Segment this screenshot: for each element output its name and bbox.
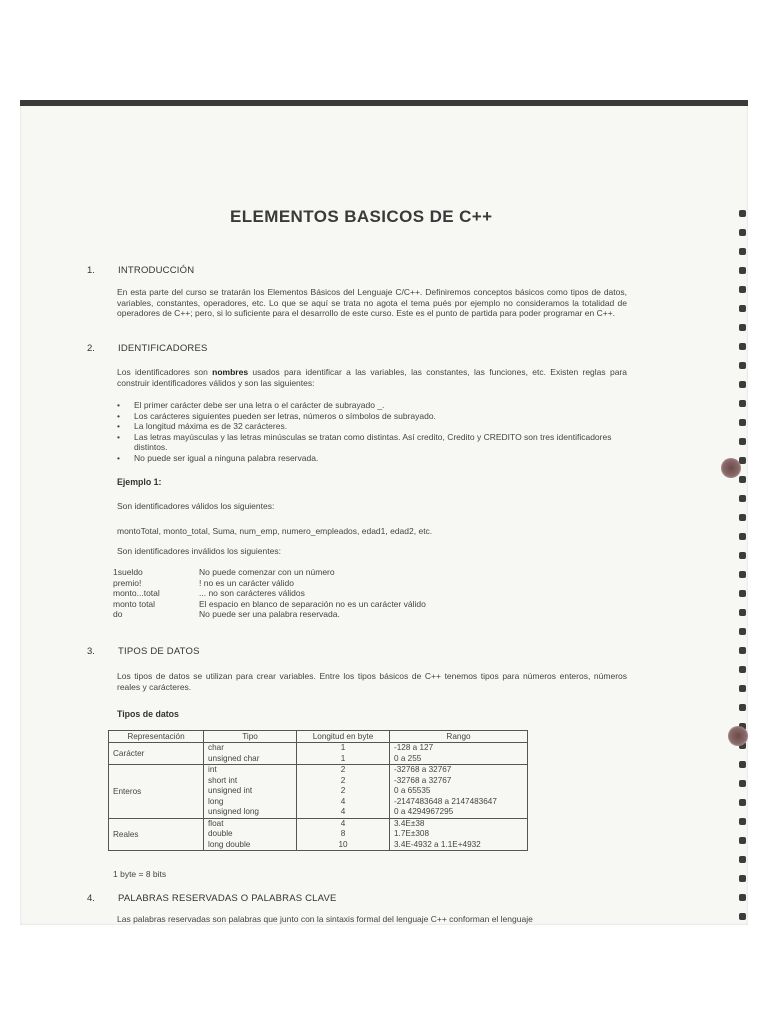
range-value: -32768 a 32767 [394,765,452,774]
data-types-table [108,730,528,851]
spiral-ring [739,666,746,673]
section-number: 3. [87,646,95,657]
section-number: 2. [87,343,95,354]
type-cell [204,765,297,819]
type-value: unsigned int [208,786,253,795]
column-header: Tipo [204,731,297,743]
spiral-ring [739,856,746,863]
range-value: 0 a 255 [394,753,422,763]
type-value: int [208,765,217,774]
valid-list: montoTotal, monto_total, Suma, num_emp, numero_empleados, edad1, edad2, etc. [117,526,433,536]
section-title-palabras-reservadas: PALABRAS RESERVADAS O PALABRAS CLAVE [118,893,337,904]
spiral-binding [734,210,748,925]
tipos-paragraph: Los tipos de datos se utilizan para crear variables. Entre los tipos básicos de C++ tenemos tipos para números enteros, números reales y carácteres. [117,671,627,692]
list-item: • La longitud máxima es de 32 carácteres. [117,421,637,432]
len-value: 8 [340,829,346,838]
range-value: -128 a 127 [394,743,434,752]
representation-cell: Carácter [109,743,204,765]
spiral-ring [739,837,746,844]
palabras-paragraph: Las palabras reservadas son palabras que junto con la sintaxis formal del lenguaje C++ conforman el lenguaje [117,914,533,924]
spiral-ring [739,381,746,388]
representation-cell: Reales [109,818,204,851]
invalid-label: Son identificadores inválidos los siguientes: [117,546,281,556]
len-cell [297,765,390,819]
spiral-ring [739,495,746,502]
spiral-ring [739,685,746,692]
spiral-ring [739,438,746,445]
spiral-ring [739,913,746,920]
range-value: 3.4E±38 [394,818,425,828]
column-header: Representación [109,731,204,743]
spiral-ring [739,305,746,312]
table-caption: Tipos de datos [117,709,179,719]
spiral-ring [739,628,746,635]
type-value: long double [208,839,251,849]
spiral-ring [739,286,746,293]
representation-cell: Enteros [109,765,204,819]
spiral-ring [739,571,746,578]
spiral-ring [739,533,746,540]
table-header-row [109,731,528,743]
type-value: char [208,743,224,752]
spiral-ring [739,590,746,597]
spiral-ring [739,229,746,236]
type-value: unsigned long [208,807,259,816]
len-value: 4 [340,807,346,816]
spiral-ring [739,267,746,274]
identificadores-paragraph: Los identificadores son nombres usados para identificar a las variables, las constantes, las funciones, etc. Existen reglas para construir identificadores válidos y son las siguientes: [117,367,627,388]
type-cell [204,818,297,851]
spiral-ring [739,799,746,806]
len-value: 4 [340,818,346,828]
nombres-bold: nombres [212,367,249,377]
spiral-ring [739,552,746,559]
len-value: 1 [340,753,346,763]
len-value: 2 [340,775,346,785]
spiral-ring [739,894,746,901]
column-header: Rango [390,731,528,743]
spiral-ring [739,875,746,882]
spiral-ring [739,324,746,331]
column-header: Longitud en byte [297,731,390,743]
spiral-ring [739,609,746,616]
spiral-ring [739,248,746,255]
len-cell [297,818,390,851]
intro-paragraph: En esta parte del curso se tratarán los Elementos Básicos del Lenguaje C/C++. Definiremos conceptos básicos como tipos de datos, variables, constantes, operadores, etc. Lo que se aquí se trata no agota el tema pués por ejemplo no consideramos la totalidad de operadores de C++; pero, si lo suficiente para el desarrollo de este curso. Este es el punto de partida para poder programar en C++. [117,287,627,318]
spiral-ring [739,400,746,407]
range-value: 0 a 4294967295 [394,807,454,816]
spiral-ring [739,210,746,217]
len-cell [297,743,390,765]
type-value: short int [208,775,238,785]
range-value: -32768 a 32767 [394,775,452,785]
range-value: 0 a 65535 [394,786,431,795]
spiral-ring [739,362,746,369]
range-value: -2147483648 a 2147483647 [394,796,497,806]
example-title: Ejemplo 1: [117,477,162,487]
table-row [109,818,528,851]
rules-list [117,400,637,463]
spiral-ring [739,514,746,521]
section-title-identificadores: IDENTIFICADORES [118,343,208,354]
list-item: • No puede ser igual a ninguna palabra reservada. [117,453,637,464]
len-value: 4 [340,796,346,806]
spiral-ring [739,647,746,654]
type-value: long [208,796,224,806]
section-number: 4. [87,893,95,904]
len-value: 2 [340,786,346,795]
section-number: 1. [87,265,95,276]
range-value: 3.4E-4932 a 1.1E+4932 [394,839,481,849]
type-value: unsigned char [208,753,260,763]
section-title-tipos-de-datos: TIPOS DE DATOS [118,646,200,657]
spiral-ring [739,818,746,825]
page-title: ELEMENTOS BASICOS DE C++ [230,207,493,226]
len-value: 2 [340,765,346,774]
spiral-ring [739,704,746,711]
range-cell [390,818,528,851]
punch-hole-bottom [728,726,748,746]
type-cell [204,743,297,765]
range-value: 1.7E±308 [394,829,429,838]
list-item: • Las letras mayúsculas y las letras minúsculas se tratan como distintas. Así credito, Credito y CREDITO son tres identificadores distintos. [117,432,637,453]
spiral-ring [739,476,746,483]
table-row [109,743,528,765]
punch-hole-top [721,458,741,478]
byte-note: 1 byte = 8 bits [113,869,167,879]
len-value: 10 [338,839,348,849]
spiral-ring [739,761,746,768]
len-value: 1 [340,743,346,752]
spiral-ring [739,343,746,350]
spiral-ring [739,780,746,787]
table-row [109,765,528,819]
valid-label: Son identificadores válidos los siguientes: [117,501,275,511]
range-cell [390,765,528,819]
type-value: float [208,818,224,828]
type-value: double [208,829,233,838]
list-item: • El primer carácter debe ser una letra o el carácter de subrayado _. [117,400,637,411]
range-cell [390,743,528,765]
spiral-ring [739,419,746,426]
list-item: • Los carácteres siguientes pueden ser letras, números o símbolos de subrayado. [117,411,637,422]
section-title-introduccion: INTRODUCCIÓN [118,265,195,276]
